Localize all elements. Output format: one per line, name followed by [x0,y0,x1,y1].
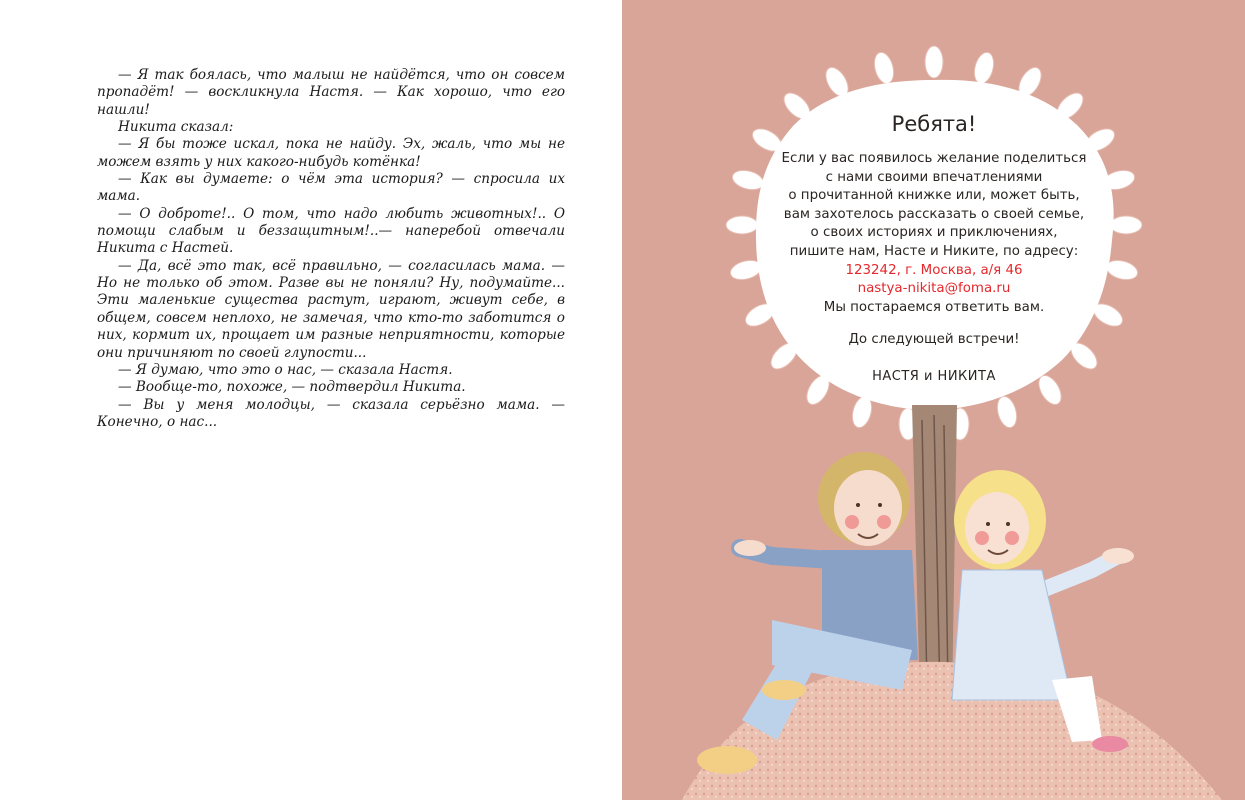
email-address[interactable]: nastya-nikita@foma.ru [857,281,1011,297]
letter-body [764,150,1104,387]
story-paragraph: Никита сказал: [118,119,234,136]
story-paragraph: — Как вы думаете: о чём эта история? — спросила их мама. [97,171,565,205]
spacer [764,350,1104,364]
farewell: До следующей встречи! [848,332,1020,348]
letter-greeting: Ребята! [891,112,977,136]
story-paragraph: — Я бы тоже искал, пока не найду. Эх, жаль, что мы не можем взять у них какого-нибудь котёнка! [97,136,565,170]
spacer [764,317,1104,331]
story-paragraph: — О доброте!.. О том, что надо любить животных!.. О помощи слабым и беззащитным!..— наперебой отвечали Никита с Настей. [97,205,565,257]
letter-line: о прочитанной книжке или, может быть, [788,188,1080,204]
letter-line: пишите нам, Насте и Никите, по адресу: [789,243,1079,259]
letter-line: вам захотелось рассказать о своей семье, [783,206,1085,222]
letter-to-readers [764,110,1104,387]
story-text [97,67,565,431]
story-paragraph: — Да, всё это так, всё правильно, — согласилась мама. — Но не только об этом. Разве вы не поняли? Ну, подумайте... Эти маленькие существа растут, играют, живут себе, в общем, совсем неплохо, не замечая, что кто-то заботится о них, кормит их, прощает им разные неприятности, которые они причиняют по своей глупости... [97,257,565,361]
story-paragraph: — Я думаю, что это о нас, — сказала Настя. [118,361,453,378]
letter-line: Если у вас появилось желание поделиться [781,151,1087,166]
signature: НАСТЯ и НИКИТА [872,368,996,384]
story-paragraph: — Вообще-то, похоже, — подтвердил Никита. [118,379,466,396]
letter-line: о своих историях и приключениях, [810,225,1058,241]
reply-promise: Мы постараемся ответить вам. [823,299,1045,315]
postal-address: 123242, г. Москва, а/я 46 [845,262,1023,278]
story-paragraph: — Я так боялась, что малыш не найдётся, что он совсем пропадёт! — воскликнула Настя. — Как хорошо, что его нашли! [97,67,565,118]
left-page [0,0,622,800]
tree-trunk [912,405,957,700]
letter-line: с нами своими впечатлениями [825,169,1043,185]
story-paragraph: — Вы у меня молодцы, — сказала серьёзно мама. — Конечно, о нас... [97,396,565,430]
right-page [622,0,1245,800]
